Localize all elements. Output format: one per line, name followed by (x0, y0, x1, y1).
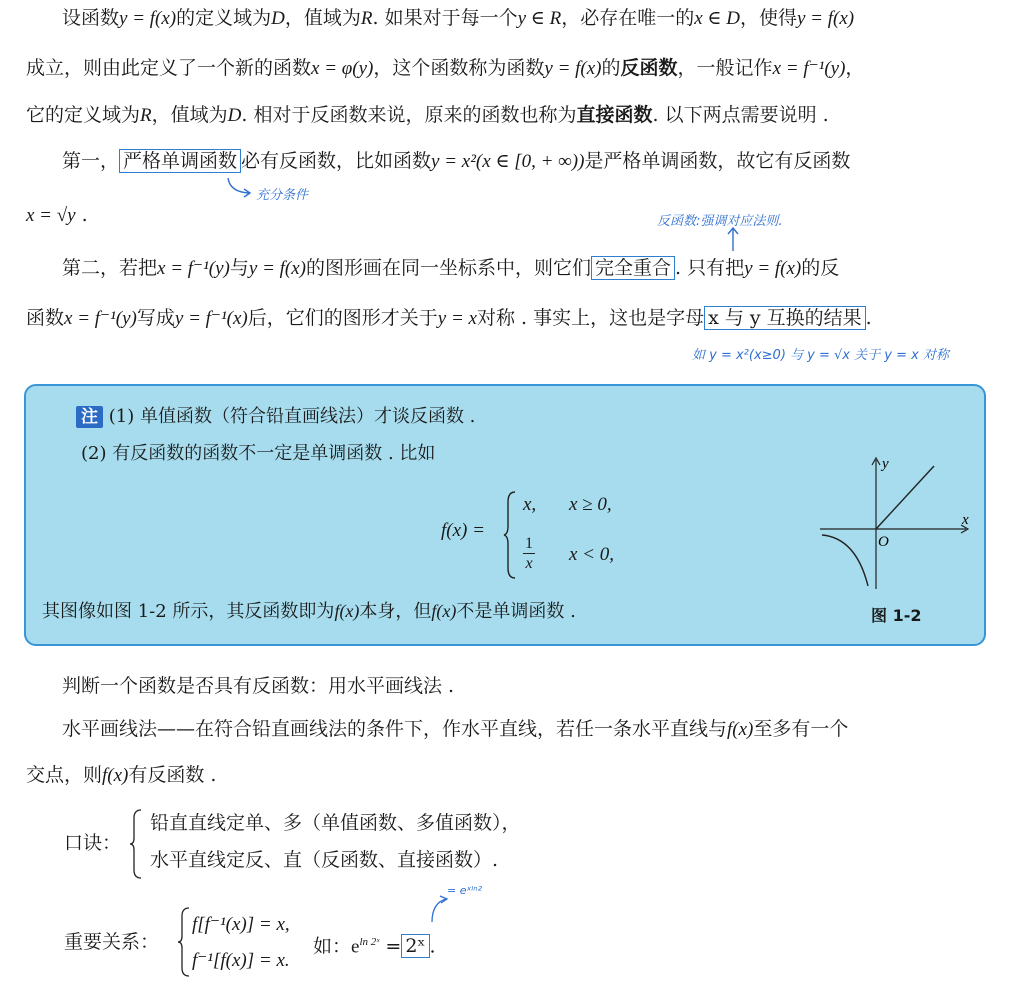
text: 成立，则由此定义了一个新的函数 (26, 57, 312, 79)
term-inverse-function: 反函数 (620, 57, 678, 79)
handwritten-arrow-icon (225, 176, 255, 200)
boxed-swap-result: x 与 y 互换的结果 (704, 306, 866, 330)
handwritten-up-arrow-icon (726, 226, 740, 252)
para3-line1 (62, 253, 839, 284)
math: R (360, 8, 373, 29)
handwritten-note-correspondence: 反函数:强调对应法则. (657, 214, 783, 229)
para3-line2 (26, 303, 872, 334)
text: 的定义域为 (176, 7, 272, 29)
mnemonic-line-2: 水平直线定反、直（反函数、直接函数）. (150, 849, 499, 871)
math: D (227, 105, 242, 126)
relation-eq-2: f⁻¹[f(x)] = x. (192, 950, 290, 971)
label-y: y (882, 456, 889, 472)
case2-condition: x < 0, (569, 544, 615, 565)
relation-brace-icon (176, 906, 192, 978)
para4-line1: 判断一个函数是否具有反函数：用水平画线法 . (62, 675, 455, 697)
math: x = f⁻¹(y) (64, 308, 137, 329)
text: ，一般记作 (677, 57, 773, 79)
math-exponent: ln 2ˣ (359, 936, 380, 948)
text: 是严格单调函数，故它有反函数 (584, 150, 851, 172)
left-brace-icon (503, 490, 517, 580)
text: 对称 . 事实上，这也是字母 (476, 307, 705, 329)
math: y = f(x) (744, 258, 802, 279)
handwritten-curve-arrow-icon (428, 893, 450, 923)
relation-label: 重要关系： (64, 931, 160, 953)
curve-reciprocal (822, 535, 868, 586)
note-conclusion (42, 596, 576, 627)
math: R (140, 105, 152, 126)
label-x: x (962, 512, 969, 528)
math: y = x²(x ∈ [0, + ∞)) (431, 151, 585, 172)
text: 写成 (136, 307, 175, 329)
math: y ∈ R (517, 8, 562, 29)
math: y = x (437, 308, 477, 329)
curve-identity (876, 466, 934, 529)
note-tag-icon: 注 (76, 406, 103, 428)
label-origin: O (878, 534, 889, 550)
handwritten-note-exp: = eˣˡⁿ² (447, 884, 482, 897)
text: . (429, 935, 436, 958)
text: 如： (313, 935, 352, 958)
mnemonic-line-1: 铅直直线定单、多（单值函数、多值函数）， (150, 812, 521, 834)
text: 与 (229, 257, 249, 279)
text: . 只有把 (675, 257, 745, 279)
relation-eq-1: f[f⁻¹(x)] = x, (192, 914, 290, 935)
handwritten-note-sufficient: 充分条件 (256, 188, 309, 203)
text: 它的定义域为 (26, 104, 141, 126)
figure-caption: 图 1-2 (871, 606, 922, 625)
case1-expr: x, (523, 494, 537, 515)
text: 交点，则 (26, 764, 103, 786)
fraction-denominator: x (525, 555, 533, 572)
text: . 以下两点需要说明 . (652, 104, 829, 126)
text: . 如果对于每一个 (372, 7, 518, 29)
math: e (351, 936, 360, 958)
mnemonic-label: 口诀： (64, 832, 122, 854)
note-item-1 (76, 402, 475, 432)
para4-line2 (62, 714, 848, 745)
math: y = f(x) (119, 8, 177, 29)
handwritten-note-symmetry: 如 y = x²(x≥0) 与 y = √x 关于 y = x 对称 (692, 348, 949, 363)
math: f(x) (431, 601, 457, 621)
math: x = f⁻¹(y) (772, 58, 846, 79)
text: ，值域为 (284, 7, 361, 29)
math: D (271, 8, 285, 29)
mnemonic-brace-icon (128, 808, 144, 880)
term-direct-function: 直接函数 (576, 104, 653, 126)
math: x = φ(y) (311, 58, 374, 79)
text: ，这个函数称为函数 (373, 57, 545, 79)
para2-line1 (62, 146, 850, 177)
fraction-numerator: 1 (525, 535, 533, 552)
text: . (75, 204, 88, 226)
text: 的反 (801, 257, 840, 279)
math: x ∈ D (694, 8, 740, 29)
text: 其图像如图 1-2 所示，其反函数即为 (42, 601, 335, 622)
text: 有反函数 . (128, 764, 217, 786)
text: 至多有一个 (753, 718, 849, 740)
text: 必有反函数，比如函数 (241, 150, 432, 172)
text: 设函数 (62, 7, 120, 29)
text: (1) 单值函数（符合铅直画线法）才谈反函数 . (108, 406, 476, 427)
text: ，必存在唯一的 (561, 7, 695, 29)
note-item-2: (2) 有反函数的函数不一定是单调函数 . 比如 (81, 443, 436, 464)
math: f(x) (334, 601, 360, 621)
note-box (24, 384, 986, 646)
text: 后，它们的图形才关于 (247, 307, 438, 329)
text: 本身，但 (359, 601, 432, 622)
text: 的图形画在同一坐标系中，则它们 (306, 257, 592, 279)
relation-example (313, 927, 436, 962)
text: . 相对于反函数来说，原来的函数也称为 (241, 104, 577, 126)
math: f(x) (727, 719, 754, 740)
math: x = f⁻¹(y) (157, 258, 230, 279)
para1-line3 (26, 100, 829, 131)
text: ，值域为 (151, 104, 228, 126)
boxed-2x: 2ˣ (401, 934, 429, 958)
math: y = f(x) (248, 258, 307, 279)
text: 不是单调函数 . (456, 601, 576, 622)
math: y = f(x) (544, 58, 602, 79)
math: f(x) (102, 765, 129, 786)
math-fx: f(x) = (441, 520, 485, 541)
text: 第一， (62, 150, 120, 172)
text: . (865, 307, 872, 329)
text: = (379, 935, 402, 958)
figure-1-2-graph (816, 454, 976, 594)
text: 水平画线法——在符合铅直画线法的条件下，作水平直线，若任一条水平直线与 (62, 718, 728, 740)
text: ，使得 (739, 7, 797, 29)
text: 函数 (26, 307, 65, 329)
boxed-coincide: 完全重合 (591, 256, 675, 280)
text: 第二，若把 (62, 257, 158, 279)
case1-condition: x ≥ 0, (569, 494, 612, 515)
boxed-strictly-monotonic: 严格单调函数 (119, 149, 241, 173)
fraction-one-over-x (523, 534, 535, 573)
para1-line2 (26, 53, 864, 84)
math: y = f(x) (796, 8, 855, 29)
para1-line1 (62, 3, 854, 34)
text: 的 (601, 57, 621, 79)
math: x = √y (26, 205, 76, 226)
text: ， (845, 57, 865, 79)
para4-line3 (26, 760, 216, 791)
math: y = f⁻¹(x) (174, 308, 248, 329)
para2-line2 (26, 200, 88, 231)
